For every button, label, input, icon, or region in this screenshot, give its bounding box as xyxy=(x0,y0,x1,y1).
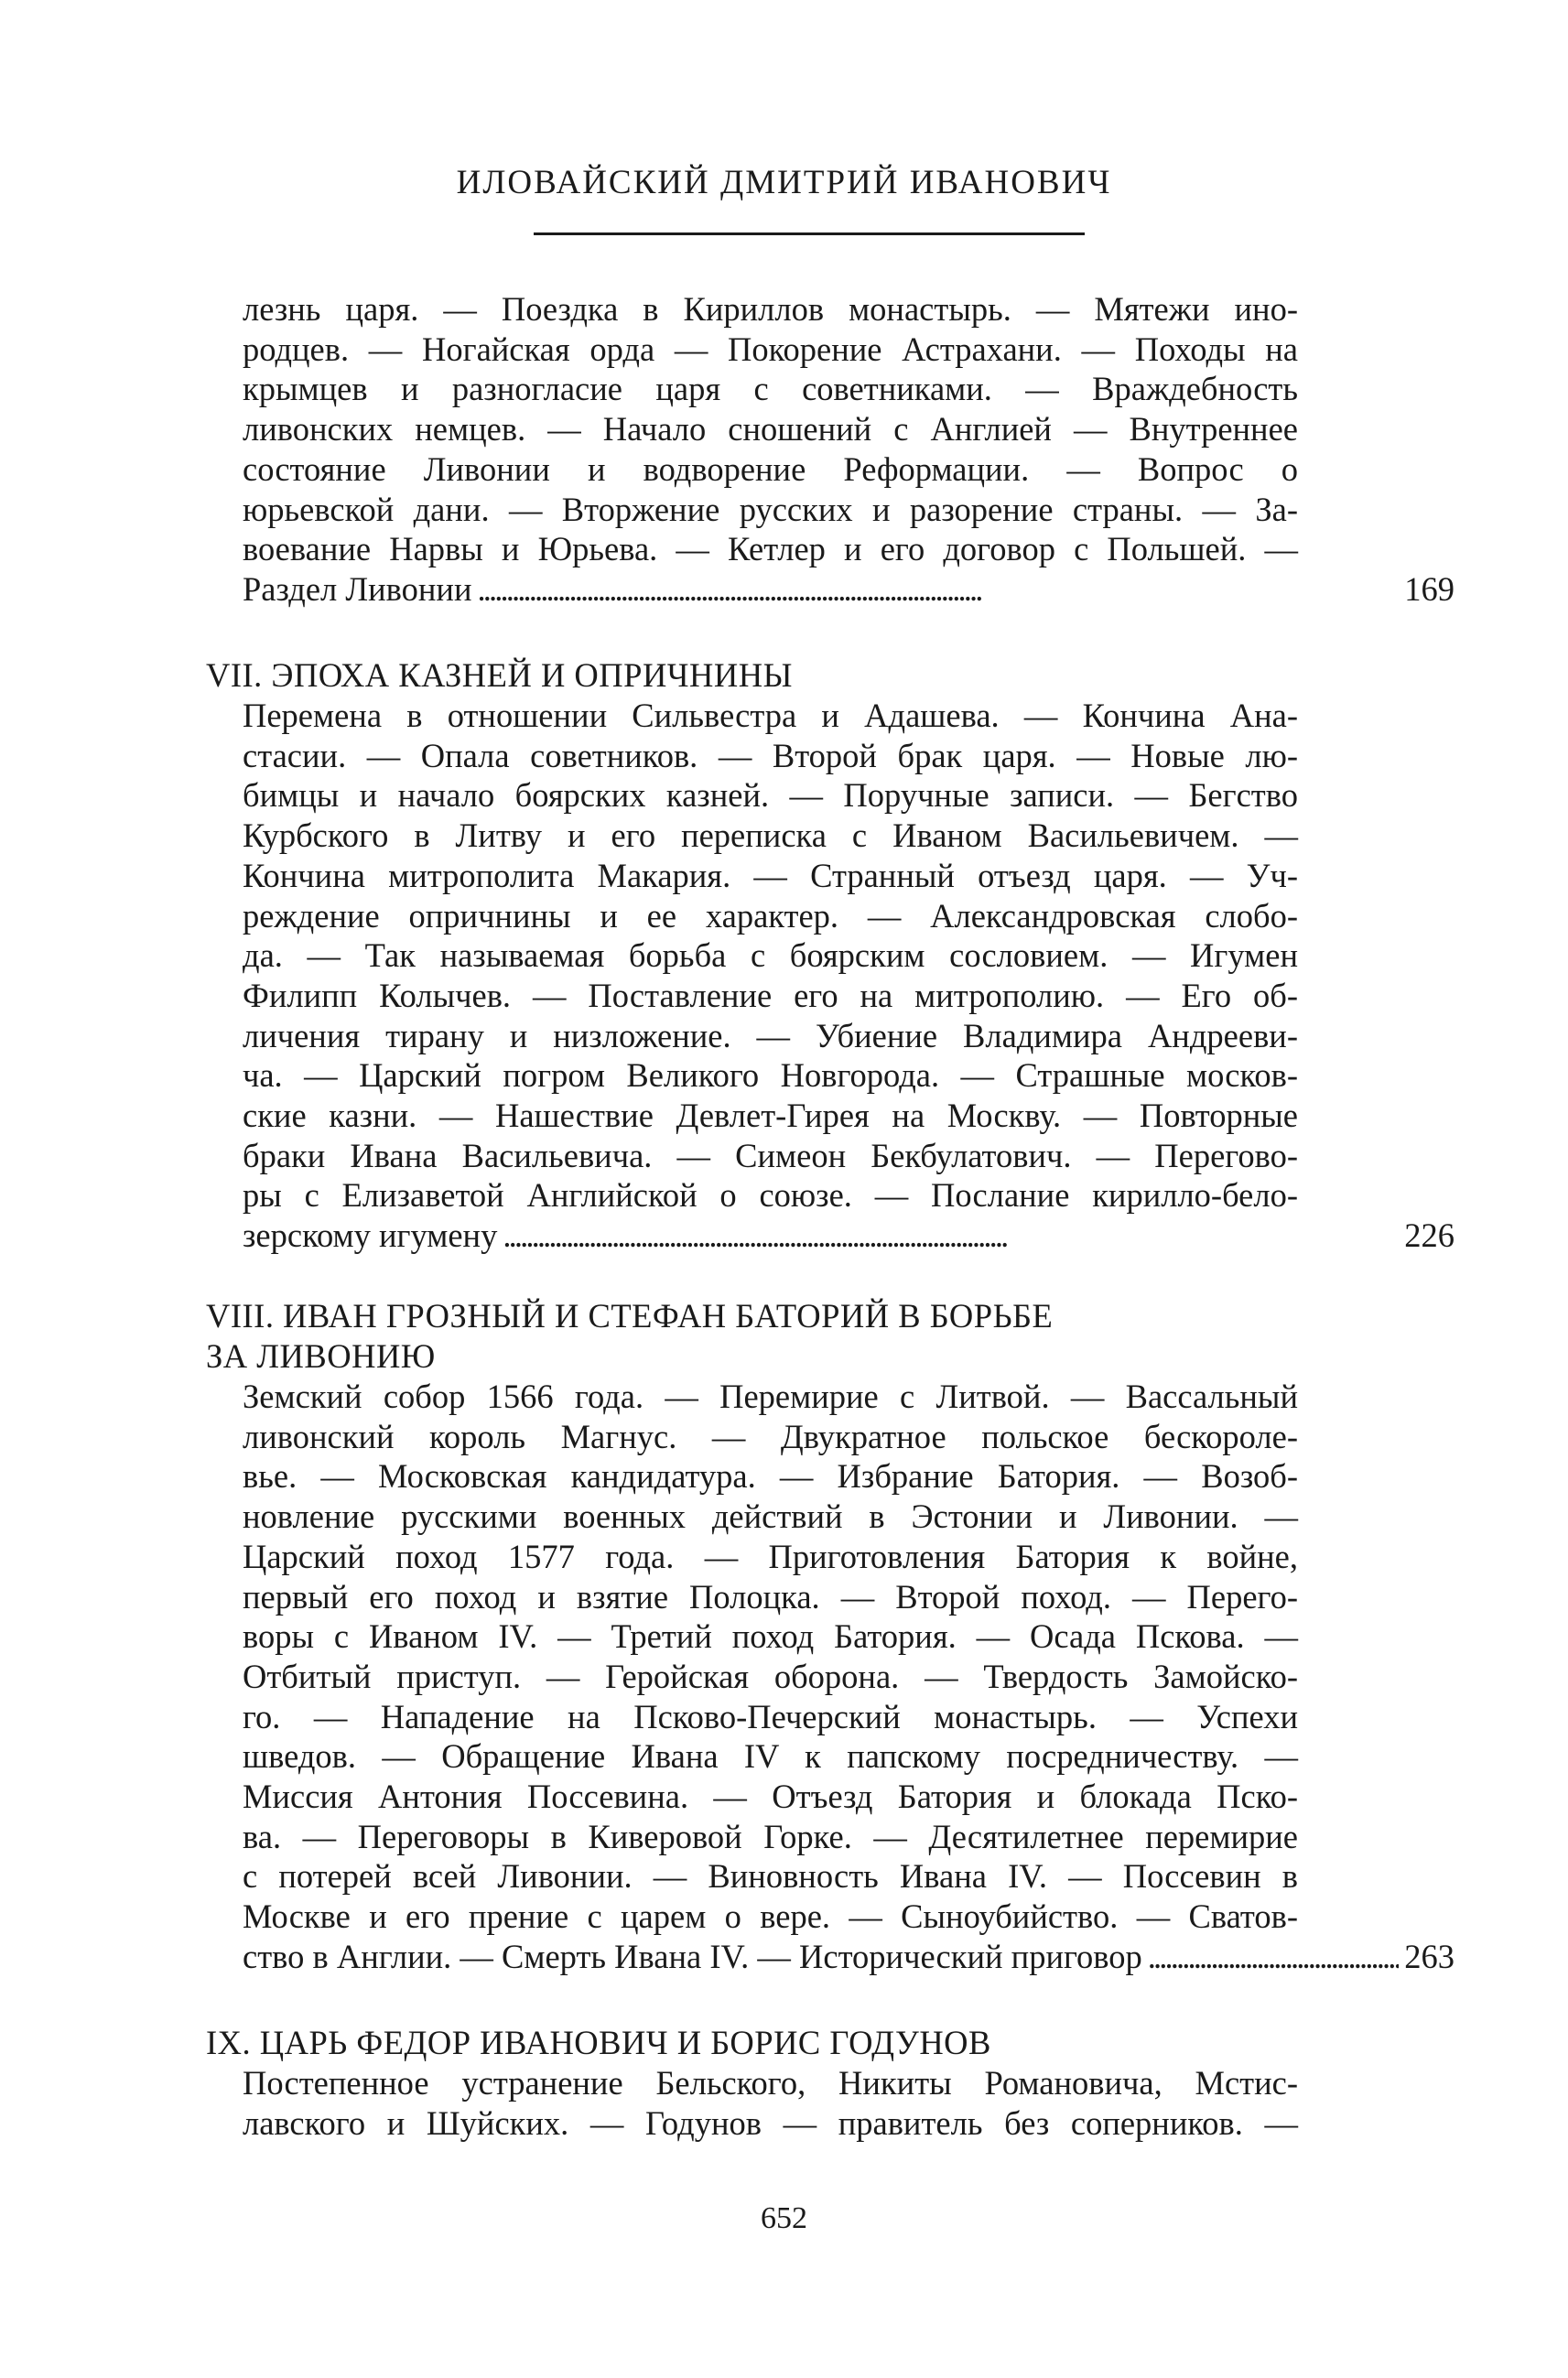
summary-line: Кончина митрополита Макария. — Странный отъезд царя. — Уч- xyxy=(243,856,1298,894)
chapter-title-line: IX. ЦАРЬ ФЕДОР ИВАНОВИЧ И БОРИС ГОДУНОВ xyxy=(206,2024,991,2061)
summary-line: с потерей всей Ливонии. — Виновность Ивана IV. — Поссевин в xyxy=(243,1857,1298,1896)
summary-line: родцев. — Ногайская орда — Покорение Астрахани. — Походы на xyxy=(243,330,1298,368)
header-rule xyxy=(534,232,1085,235)
chapter-7-summary xyxy=(243,696,1454,1256)
chapter-6-summary xyxy=(243,289,1454,610)
summary-last-line: зерскому игумену xyxy=(243,1216,498,1255)
summary-line: браки Ивана Васильевича. — Симеон Бекбулатович. — Перегово- xyxy=(243,1136,1298,1174)
toc-page-number: 263 xyxy=(1404,1937,1454,1975)
toc-page-number: 169 xyxy=(1404,569,1454,608)
summary-last-line: ство в Англии. — Смерть Ивана IV. — Исторический приговор xyxy=(243,1937,1142,1975)
summary-line: Царский поход 1577 года. — Приготовления Батория к войне, xyxy=(243,1537,1298,1575)
toc-entry-end xyxy=(243,1937,1454,1977)
summary-line: го. — Нападение на Псково-Печерский монастырь. — Успехи xyxy=(243,1697,1298,1735)
summary-line: бимцы и начало боярских казней. — Поручные записи. — Бегство xyxy=(243,776,1298,815)
summary-line: личения тирану и низложение. — Убиение Владимира Андрееви- xyxy=(243,1016,1298,1054)
summary-line: Миссия Антония Поссевина. — Отъезд Батория и блокада Пско- xyxy=(243,1778,1298,1816)
summary-line: ры с Елизаветой Английской о союзе. — Послание кирилло-бело- xyxy=(243,1176,1298,1215)
toc-page-number: 226 xyxy=(1404,1216,1454,1255)
summary-line: вье. — Московская кандидатура. — Избрание Батория. — Возоб- xyxy=(243,1457,1298,1496)
dot-leader xyxy=(1148,1937,1399,1977)
summary-line: Филипп Колычев. — Поставление его на митрополию. — Его об- xyxy=(243,976,1298,1014)
dot-leader xyxy=(478,569,1400,610)
chapter-8-heading xyxy=(206,1296,1423,1376)
summary-line: да. — Так называемая борьба с боярским сословием. — Игумен xyxy=(243,936,1298,975)
toc-entry-end xyxy=(243,569,1454,610)
summary-line: Курбского в Литву и его переписка с Иваном Васильевичем. — xyxy=(243,816,1298,855)
summary-line: лавского и Шуйских. — Годунов — правитель без соперников. — xyxy=(243,2103,1298,2142)
running-header-title: ИЛОВАЙСКИЙ ДМИТРИЙ ИВАНОВИЧ xyxy=(456,164,1112,201)
chapter-8-summary xyxy=(243,1377,1454,1977)
chapter-9-heading xyxy=(206,2023,1423,2063)
summary-line: ча. — Царский погром Великого Новгорода. — Страшные москов- xyxy=(243,1056,1298,1095)
summary-line: лезнь царя. — Поездка в Кириллов монастырь. — Мятежи ино- xyxy=(243,290,1298,328)
chapter-title-line: ЗА ЛИВОНИЮ xyxy=(206,1336,436,1375)
summary-line: Отбитый приступ. — Геройская оборона. — Твердость Замойско- xyxy=(243,1657,1298,1695)
summary-line: крымцев и разногласие царя с советниками. — Враждебность xyxy=(243,370,1298,408)
summary-line: состояние Ливонии и водворение Реформации. — Вопрос о xyxy=(243,449,1298,488)
page-number: 652 xyxy=(761,2201,807,2235)
summary-line: шведов. — Обращение Ивана IV к папскому посредничеству. — xyxy=(243,1737,1298,1776)
summary-line: новление русскими военных действий в Эстонии и Ливонии. — xyxy=(243,1497,1298,1536)
dot-leader xyxy=(503,1216,1399,1256)
summary-line: Земский собор 1566 года. — Перемирие с Литвой. — Вассальный xyxy=(243,1378,1298,1415)
summary-line: юрьевской дани. — Вторжение русских и разорение страны. — За- xyxy=(243,490,1298,528)
summary-line: Москве и его прение с царем о вере. — Сыноубийство. — Сватов- xyxy=(243,1897,1298,1936)
summary-line: Постепенное устранение Бельского, Никиты Романовича, Мстис- xyxy=(243,2064,1298,2102)
chapter-title-line: VII. ЭПОХА КАЗНЕЙ И ОПРИЧНИНЫ xyxy=(206,656,793,694)
summary-line: воевание Нарвы и Юрьева. — Кетлер и его договор с Польшей. — xyxy=(243,530,1298,568)
summary-line: Перемена в отношении Сильвестра и Адашева. — Кончина Ана- xyxy=(243,697,1298,734)
summary-line: воры с Иваном IV. — Третий поход Батория. — Осада Пскова. — xyxy=(243,1617,1298,1656)
summary-line: ва. — Переговоры в Киверовой Горке. — Десятилетнее перемирие xyxy=(243,1817,1298,1855)
summary-last-line: Раздел Ливонии xyxy=(243,569,472,608)
summary-line: ливонских немцев. — Начало сношений с Англией — Внутреннее xyxy=(243,410,1298,449)
summary-line: первый его поход и взятие Полоцка. — Второй поход. — Перего- xyxy=(243,1577,1298,1616)
summary-line: реждение опричнины и ее характер. — Александровская слобо- xyxy=(243,896,1298,935)
summary-line: ливонский король Магнус. — Двукратное польское бескороле- xyxy=(243,1417,1298,1455)
chapter-9-summary xyxy=(243,2063,1298,2143)
chapter-7-heading xyxy=(206,655,1423,696)
summary-line: ские казни. — Нашествие Девлет-Гирея на Москву. — Повторные xyxy=(243,1097,1298,1135)
summary-line: стасии. — Опала советников. — Второй брак царя. — Новые лю- xyxy=(243,736,1298,774)
chapter-title-line: VIII. ИВАН ГРОЗНЫЙ И СТЕФАН БАТОРИЙ В БОРЬБЕ xyxy=(206,1297,1054,1335)
toc-entry-end xyxy=(243,1216,1454,1256)
